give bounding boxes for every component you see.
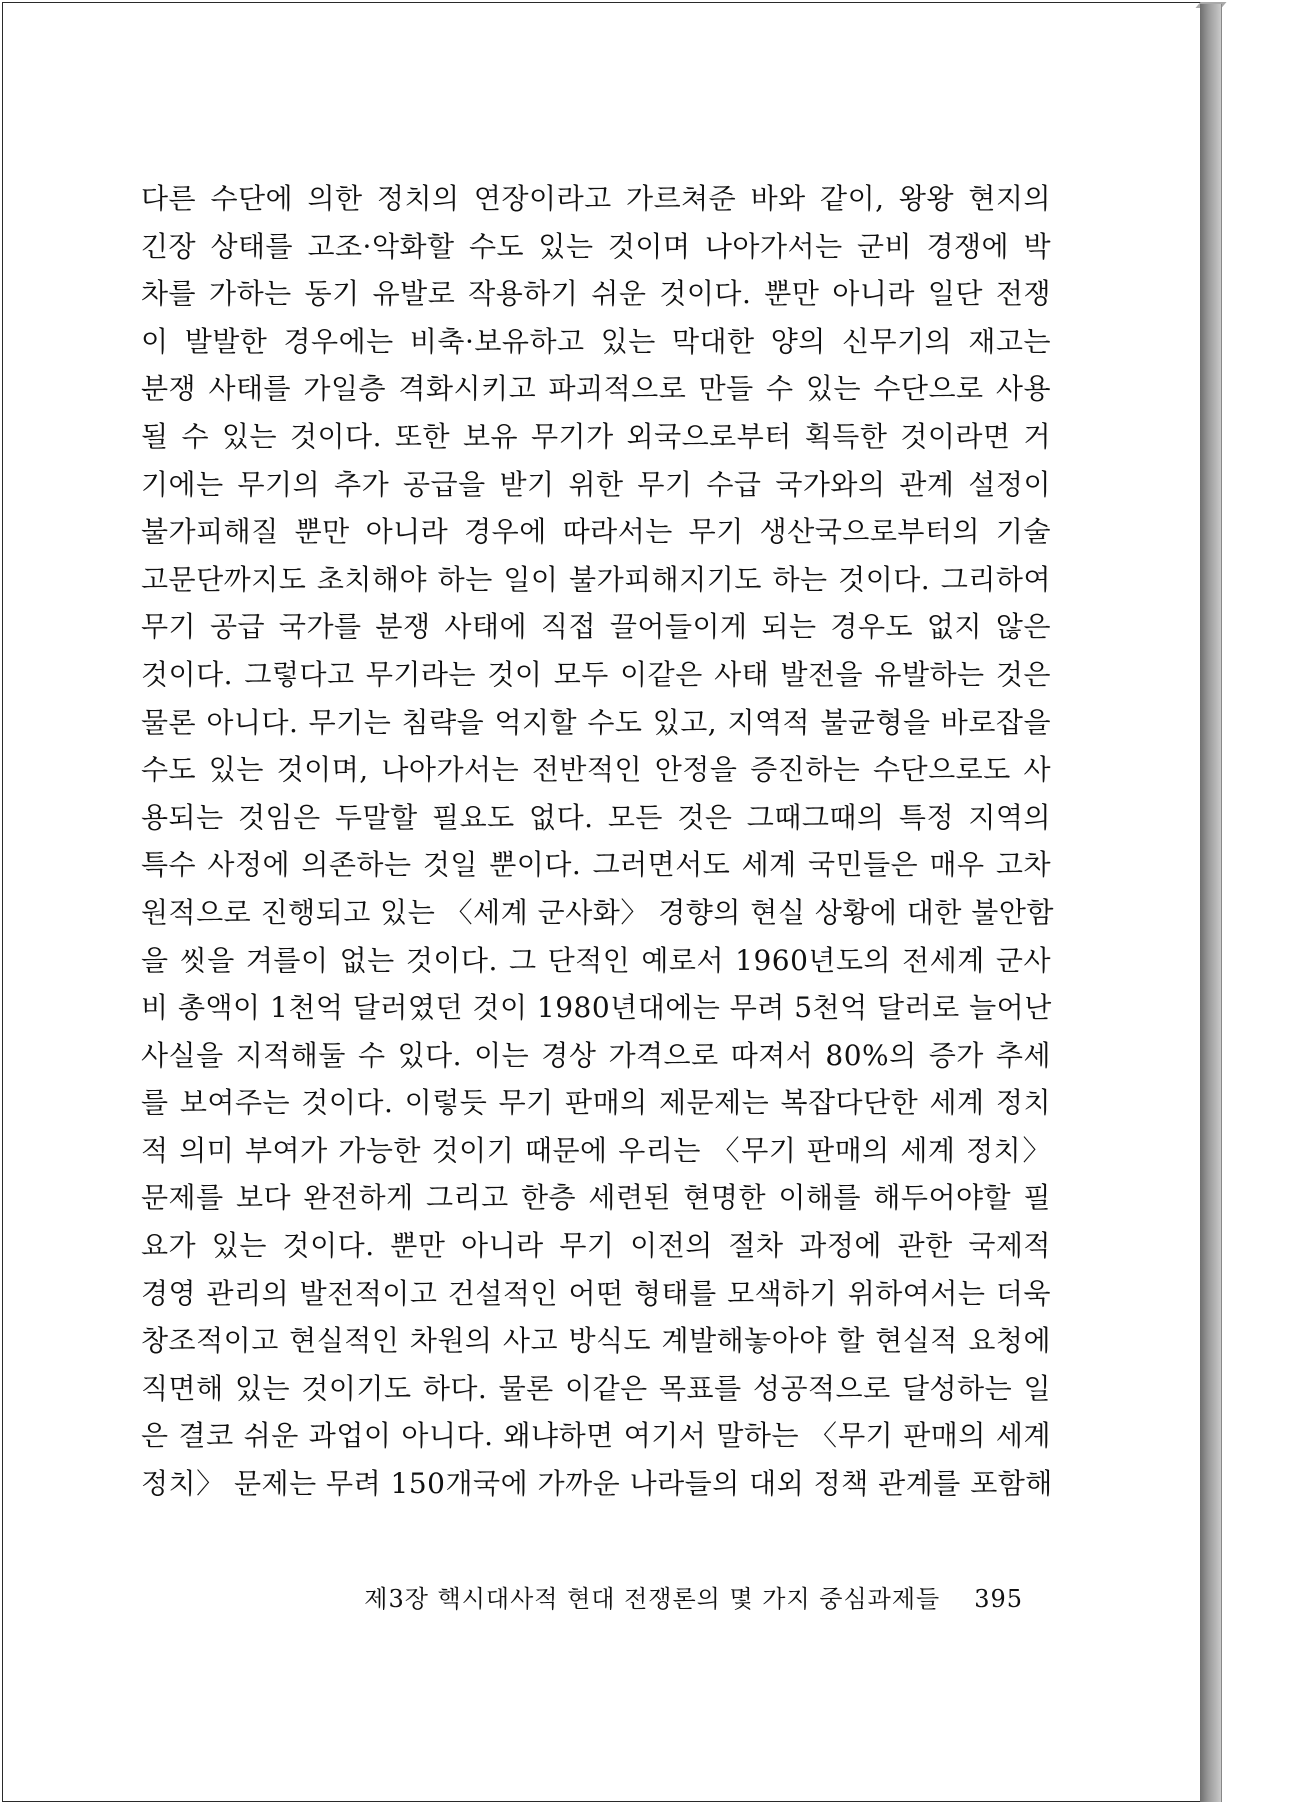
text-line: 문제를 보다 완전하게 그리고 한층 세련된 현명한 이해를 해두어야할 필 — [141, 1181, 1051, 1215]
page-stack-edge — [1200, 4, 1222, 1802]
text-line: 분쟁 사태를 가일층 격화시키고 파괴적으로 만들 수 있는 수단으로 사용 — [141, 372, 1051, 406]
running-footer — [363, 1579, 1023, 1614]
text-line: 경영 관리의 발전적이고 건설적인 어떤 형태를 모색하기 위하여서는 더욱 — [141, 1276, 1051, 1310]
text-line: 직면해 있는 것이기도 하다. 물론 이같은 목표를 성공적으로 달성하는 일 — [141, 1371, 1051, 1405]
text-line: 용되는 것임은 두말할 필요도 없다. 모든 것은 그때그때의 특정 지역의 — [141, 800, 1051, 834]
text-line: 요가 있는 것이다. 뿐만 아니라 무기 이전의 절차 과정에 관한 국제적 — [141, 1229, 1051, 1263]
text-line: 수도 있는 것이며, 나아가서는 전반적인 안정을 증진하는 수단으로도 사 — [141, 753, 1051, 787]
text-line: 비 총액이 1천억 달러였던 것이 1980년대에는 무려 5천억 달러로 늘어난 — [141, 991, 1052, 1025]
text-line: 창조적이고 현실적인 차원의 사고 방식도 계발해놓아야 할 현실적 요청에 — [141, 1324, 1051, 1358]
text-line: 다른 수단에 의한 정치의 연장이라고 가르쳐준 바와 같이, 왕왕 현지의 — [141, 182, 1051, 215]
text-line: 을 씻을 겨를이 없는 것이다. 그 단적인 예로서 1960년도의 전세계 군사 — [141, 943, 1051, 977]
text-line: 이 발발한 경우에는 비축·보유하고 있는 막대한 양의 신무기의 재고는 — [141, 324, 1051, 358]
text-line: 특수 사정에 의존하는 것일 뿐이다. 그러면서도 세계 국민들은 매우 고차 — [141, 848, 1051, 882]
text-line: 물론 아니다. 무기는 침략을 억지할 수도 있고, 지역적 불균형을 바로잡을 — [141, 705, 1051, 739]
text-line: 무기 공급 국가를 분쟁 사태에 직접 끌어들이게 되는 경우도 없지 않은 — [141, 610, 1051, 644]
text-line: 사실을 지적해둘 수 있다. 이는 경상 가격으로 따져서 80%의 증가 추세 — [141, 1038, 1051, 1072]
text-line: 불가피해질 뿐만 아니라 경우에 따라서는 무기 생산국으로부터의 기술 — [141, 515, 1051, 549]
text-line: 차를 가하는 동기 유발로 작용하기 쉬운 것이다. 뿐만 아니라 일단 전쟁 — [141, 277, 1051, 311]
text-line: 긴장 상태를 고조·악화할 수도 있는 것이며 나아가서는 군비 경쟁에 박 — [141, 229, 1051, 263]
text-line: 기에는 무기의 추가 공급을 받기 위한 무기 수급 국가와의 관계 설정이 — [141, 467, 1051, 501]
text-line: 은 결코 쉬운 과업이 아니다. 왜냐하면 여기서 말하는 〈무기 판매의 세계 — [141, 1419, 1051, 1453]
body-text — [141, 175, 1054, 1508]
text-line: 고문단까지도 초치해야 하는 일이 불가피해지기도 하는 것이다. 그리하여 — [141, 562, 1051, 596]
text-line: 될 수 있는 것이다. 또한 보유 무기가 외국으로부터 획득한 것이라면 거 — [141, 419, 1051, 453]
text-line: 정치〉 문제는 무려 150개국에 가까운 나라들의 대외 정책 관계를 포함해 — [141, 1467, 1053, 1501]
text-line: 적 의미 부여가 가능한 것이기 때문에 우리는 〈무기 판매의 세계 정치〉 — [141, 1133, 1051, 1167]
text-line: 원적으로 진행되고 있는 〈세계 군사화〉 경향의 현실 상황에 대한 불안함 — [141, 895, 1054, 929]
page-number: 395 — [974, 1585, 1023, 1613]
text-line: 것이다. 그렇다고 무기라는 것이 모두 이같은 사태 발전을 유발하는 것은 — [141, 657, 1051, 691]
chapter-title: 제3장 핵시대사적 현대 전쟁론의 몇 가지 중심과제들 — [364, 1585, 941, 1613]
text-line: 를 보여주는 것이다. 이렇듯 무기 판매의 제문제는 복잡다단한 세계 정치 — [141, 1086, 1051, 1120]
book-page — [2, 2, 1202, 1802]
